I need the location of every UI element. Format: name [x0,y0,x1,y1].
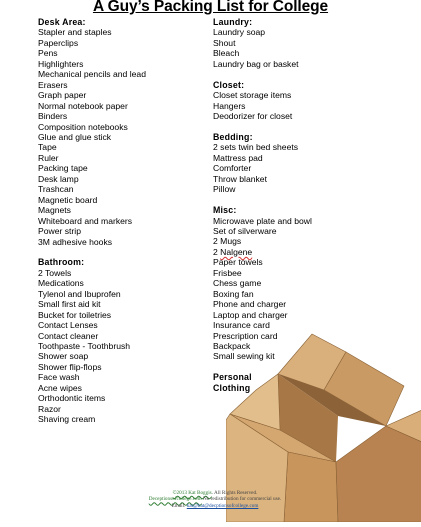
list-item: 3M adhesive hooks [38,236,113,247]
closet-section [213,80,383,122]
list-item: Set of silverware [213,226,277,237]
list-item: Stapler and staples [38,27,112,38]
list-item: Bleach [213,48,240,59]
bedding-section [213,132,383,195]
list-item: Erasers [38,79,68,90]
list-item: Magnets [38,205,71,216]
list-item: Pillow [213,184,236,195]
list-item: Shower soap [38,351,89,362]
list-item: Ruler [38,152,59,163]
list-item: Whiteboard and markers [38,215,133,226]
list-item: 2 Nalgene [213,246,253,257]
list-item: Orthodontic items [38,393,106,404]
desk-area-section [38,17,208,247]
closet-list [213,90,383,121]
list-item: Insurance card [213,320,270,331]
list-item: 2 Towels [38,267,72,278]
list-item: Power strip [38,226,81,237]
list-item: Boxing fan [213,288,254,299]
list-item: Hangers [213,100,246,111]
list-item: Razor [38,403,61,414]
list-item: Glue and glue stick [38,131,112,142]
list-item: Mechanical pencils and lead [38,69,146,80]
list-item: Closet storage items [213,90,292,101]
list-item: Throw blanket [213,173,267,184]
list-item: Pens [38,48,58,59]
bathroom-list [38,268,208,425]
list-item: Chess game [213,278,262,289]
list-item: Shout [213,37,236,48]
list-item: Tape [38,142,57,153]
section-heading: Clothing [213,382,251,393]
section-heading: Laundry: [213,17,253,27]
list-item: Tylenol and Ibuprofen [38,288,121,299]
list-item: Graph paper [38,90,87,101]
list-item: Magnetic board [38,194,98,205]
email-link[interactable]: kat@kat@decptionsofcollege.com [186,502,259,509]
section-heading: Bathroom: [38,257,85,268]
list-item: Desk lamp [38,173,79,184]
list-item: Mattress pad [213,152,263,163]
list-item: Microwave plate and bowl [213,215,312,226]
list-item: Acne wipes [38,382,82,393]
section-heading: Desk Area: [38,17,86,27]
list-item: 2 sets twin bed sheets [213,142,299,153]
list-item: Paper towels [213,257,263,268]
section-heading: Closet: [213,79,245,90]
list-item: Deodorizer for closet [213,111,293,122]
list-item: Small first aid kit [38,299,101,310]
list-item: Paperclips [38,37,79,48]
section-heading: Personal [213,372,252,383]
list-item: Comforter [213,163,252,174]
list-item: Highlighters [38,58,84,69]
list-item: Laundry bag or basket [213,58,299,69]
list-item: Shower flip-flops [38,361,102,372]
email-label: Email: [171,502,187,509]
list-item: Binders [38,111,68,122]
list-item: Laundry soap [213,27,266,38]
website-link[interactable]: Deceptionsofcollege.com [148,496,202,503]
list-item: Face wash [38,372,80,383]
list-item: Trashcan [38,184,74,195]
redistribution-text: No redistribution for commercial use. [201,496,282,503]
list-item: Packing tape [38,163,88,174]
copyright-text: . All Rights Reserved. [211,490,258,496]
list-item: Backpack [213,341,251,351]
laundry-list [213,27,383,69]
list-item: Laptop and charger [213,309,288,320]
list-item: Small sewing kit [213,351,275,362]
list-item: Bucket for toiletries [38,309,112,320]
bathroom-section [38,257,208,424]
list-item: Normal notebook paper [38,100,128,111]
list-item: Contact cleaner [38,330,99,341]
list-item: Phone and charger [213,299,287,310]
list-item: Frisbee [213,267,242,278]
list-item: Prescription card [213,330,278,341]
list-item: Medications [38,278,84,289]
copyright-owner: ©2013 Kat Boggis [172,490,212,496]
list-item: 2 Mugs [213,236,242,247]
section-heading: Bedding: [213,131,253,142]
list-item: Contact Lenses [38,320,98,331]
laundry-section [213,17,383,69]
section-heading: Misc: [213,205,237,216]
list-item: Shaving cream [38,414,96,425]
left-column [38,17,208,425]
page-title: A Guy’s Packing List for College [92,0,329,15]
bedding-list [213,142,383,194]
copyright-footer [100,490,330,509]
list-item: Composition notebooks [38,121,128,132]
list-item: Toothpaste - Toothbrush [38,341,131,352]
desk-area-list [38,27,208,247]
